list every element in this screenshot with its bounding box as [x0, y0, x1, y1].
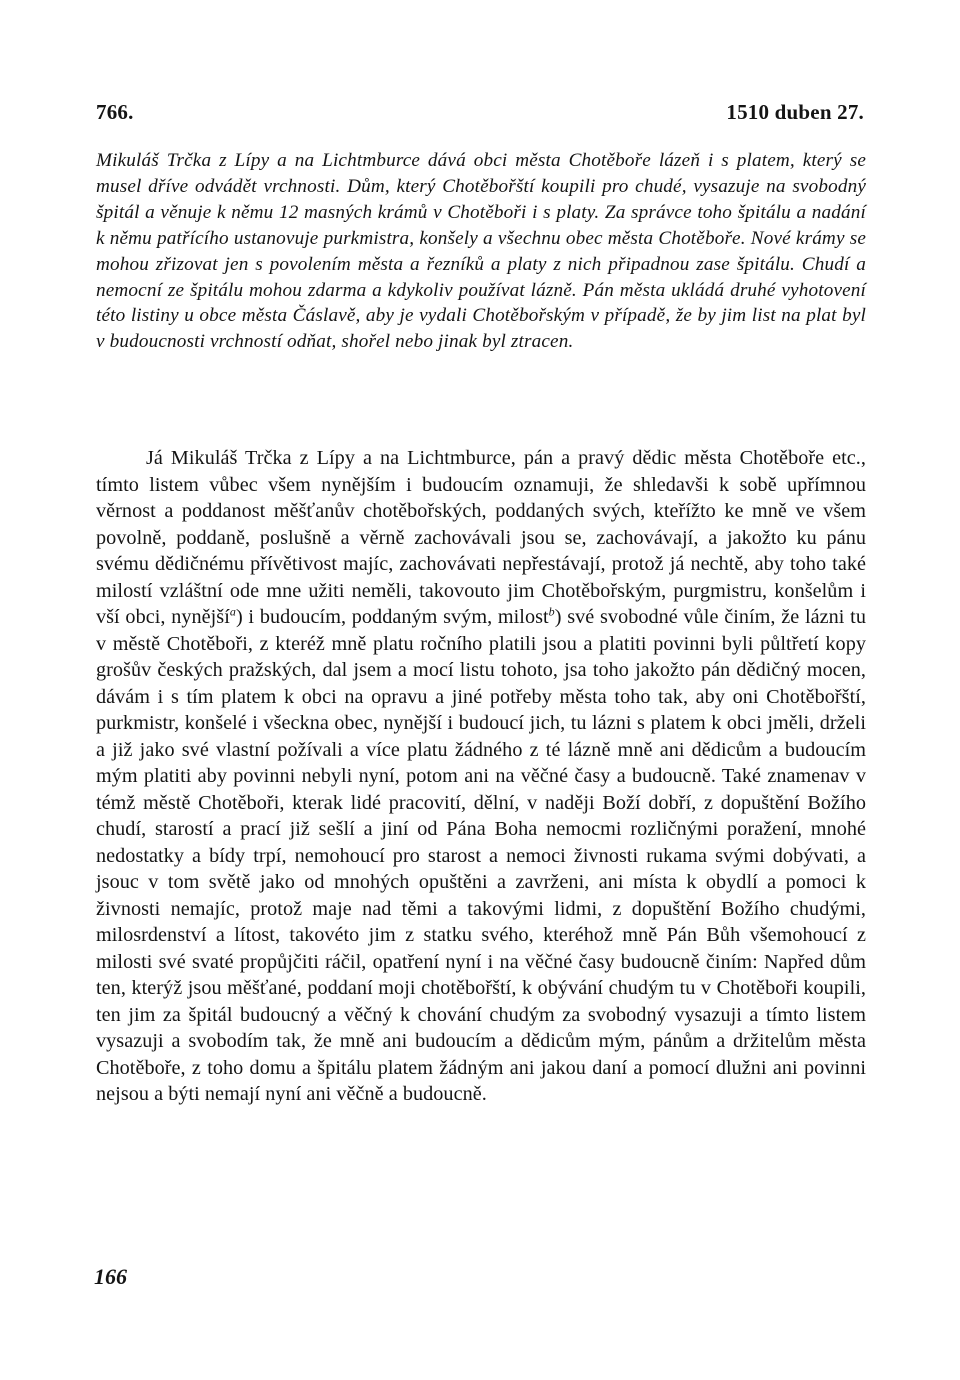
body-text-part-2: ) i budoucím, poddaným svým, milost [235, 606, 549, 628]
abstract-regest: Mikuláš Trčka z Lípy a na Lichtmburce dává obci města Chotěboře lázeň i s platem, který se musel dříve odvádět vrchnosti. Dům, který Chotěbořští koupili pro chudé, vysazuje na svobodný špitál a věnuje k němu 12 masných krámů v Chotěboři i s platy. Za správce toho špitálu a nadání k němu patřícího ustanovuje purkmistra, konšely a všechnu obec města Chotěboře. Nové krámy se mohou zřizovat jen s povolením města a řezníků a platy z nich připadnou zase špitálu. Chudí a nemocní ze špitálu mohou zdarma a kdykoliv používat lázně. Pán města ukládá druhé vyhotovení této listiny u obce města Čáslavě, aby je vydali Chotěbořským v případě, že by jim list na plat byl v budoucnosti vrchností odňat, shořel nebo jinak byl ztracen. [96, 150, 866, 353]
body-text-part-1: Já Mikuláš Trčka z Lípy a na Lichtmburce, pán a pravý dědic města Chotěboře etc., tímto listem vůbec všem nynějším i budoucím oznamuji, že shledavši k sobě upřímnou věrnost a poddanost měšťanův chotěbořských, poddaných svých, kteřížto ke mně ve všem povolně, poddaně, poslušně a věrně zachovávali jsou se, zachovávají, a jakožto ku pánu svému dědičnému přívětivost majíc, zachovávati nepřestávají, protož já nechtě, aby toho také milostí vzláštní ode mne užiti neměli, takovouto jim Chotěbořským, purgmistru, konšelům i vší obci, nynější [96, 447, 866, 628]
body-text-part-3: ) své svobodné vůle činím, že lázni tu v městě Chotěboři, z kteréž mně platu ročního platili jsou a platiti povinni byli půltřetí kopy grošův českých pražských, dal jsem a mocí listu tohoto, jsa toho jakožto pán dědičný mocen, dávám i s tím platem k obci na opravu a jiné potřeby města toho tak, aby oni Chotěbořští, purkmistr, konšelé i všeckna obec, nynější i budoucí jich, tu lázni s platem k obci jměli, drželi a již jako své vlastní požívali a více platu žádného z té lázně mně ani dědicům a budoucím mým platiti aby povinni nebyli nyní, potom ani na věčné časy a budoucně. Také znamenav v témž městě Chotěboři, kterak lidé pracovití, dělní, v naději Boží dobří, z dopuštění Božího chudí, starostí a prací již sešlí a jiní od Pána Boha nemocmi rozličnými poražení, mnohé nedostatky a bídy trpí, nemohoucí pro starost a nemoci živnosti rukama svými dobývati, a jsouc v tom světě jako od mnohých opuštěni a zavrženi, ani místa k obydlí a pomoci k živnosti nemajíc, protož maje nad těmi a takovými lidmi, z dopuštění Božího chudými, milosrdenství a lítost, takovéto jim z statku svého, kteréhož mně Pán Bůh všemohoucí z milosti své svaté propůjčiti ráčil, opatření nyní i na věčné časy budoucně činím: Napřed dům ten, kterýž jsou měšťané, poddaní moji chotěbořští, k obývání chudým tu v Chotěboři koupili, ten jim za špitál budoucný a věčný k chování chudým za svobodný vysazuji a tímto listem vysazuji a svobodím tak, že mně ani budoucím a dědicům mým, pánům a držitelům města Chotěboře, z toho domu a špitálu platem žádným ani jakou daní a pomocí dlužni ani povinni nejsou a býti nemají nyní ani věčně a budoucně. [96, 606, 866, 1105]
document-date: 1510 duben 27. [726, 100, 864, 124]
page-number: 166 [94, 1264, 127, 1289]
footnote-mark-b: b [548, 604, 555, 619]
running-head [96, 100, 864, 130]
footnote-mark-a: a [229, 604, 236, 619]
document-body-text [96, 445, 866, 1108]
document-number: 766. [96, 100, 134, 124]
